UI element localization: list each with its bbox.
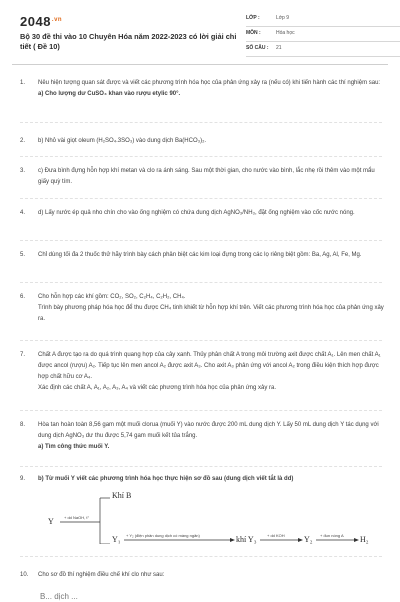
site-logo[interactable]	[20, 14, 62, 29]
question-number: 5.	[20, 252, 26, 258]
arrow-label-electrolysis: + Y₂ (điện phân dung dịch có màng ngăn)	[126, 533, 200, 538]
question-number: 7.	[20, 352, 26, 358]
question-number: 2.	[20, 138, 26, 144]
meta-label: MÔN :	[246, 30, 261, 36]
question-text: Chất A được tạo ra do quá trình quang hợp của cây xanh. Thủy phân chất A trong môi trường axit được chất A₁. Lên men chất A₁ được ancol (rượu) A₂. Tiếp tục lên men ancol A₂ được axit A₃. Cho axit A₃ phản ứng với ancol A₂ trong điều kiện thích hợp được hợp chất hữu cơ A₄.	[38, 352, 381, 380]
question-text: Cho hỗn hợp các khí gồm: CO₂, SO₂, C₂H₄, C₂H₂, CH₄.	[38, 294, 186, 300]
question-divider	[20, 282, 382, 283]
question-subtext: a) Tìm công thức muối Y.	[38, 444, 110, 450]
header-divider	[12, 64, 388, 65]
question-text: Cho sơ đồ thí nghiệm điều chế khí clo như sau:	[38, 572, 165, 578]
meta-value: 21	[276, 45, 282, 51]
meta-value: Hóa học	[276, 30, 295, 36]
question-number: 6.	[20, 294, 26, 300]
meta-row-subject	[246, 27, 400, 42]
question-divider	[20, 198, 382, 199]
species-gas-b: Khí B	[112, 491, 132, 500]
species-y1: Y₁	[112, 535, 121, 544]
arrow-label-naoh: + dd NaOH, t°	[64, 515, 90, 520]
meta-label: LỚP :	[246, 15, 260, 21]
question-divider	[20, 556, 382, 557]
cut-off-text: B... dịch ...	[40, 592, 78, 601]
question-number: 10.	[20, 572, 29, 578]
question-number: 8.	[20, 422, 26, 428]
meta-label: SỐ CÂU :	[246, 45, 269, 51]
arrow-label-heat: + đun nóng A	[320, 533, 344, 538]
question-text: d) Lấy nước ép quả nho chín cho vào ống nghiệm có chứa dung dịch AgNO₃/NH₃, đặt ống nghiệm vào cốc nước nóng.	[38, 210, 355, 216]
question-divider	[20, 466, 382, 467]
question-text: c) Đưa bình đựng hỗn hợp khí metan và clo ra ánh sáng. Sau một thời gian, cho nước vào bình, lắc nhẹ rồi thêm vào một mẩu giấy quỳ tím.	[38, 168, 375, 185]
question-text: Chỉ dùng tối đa 2 thuốc thử hãy trình bày cách phân biệt các kim loại đựng trong các lọ riêng biệt gồm: Ba, Ag, Al, Fe, Mg.	[38, 252, 362, 258]
question-text: b) Từ muối Y viết các phương trình hóa học thực hiện sơ đồ sau (dung dịch viết tắt là dd)	[38, 476, 294, 482]
question-divider	[20, 156, 382, 157]
species-y: Y	[48, 517, 54, 526]
meta-table	[246, 12, 400, 57]
question-text: Hòa tan hoàn toàn 8,56 gam một muối clorua (muối Y) vào nước được 200 mL dung dịch Y. Lấy 50 mL dung dịch Y tác dụng với dung dịch AgNO₃ dư thu được 5,74 gam muối kết tủa trắng.	[38, 422, 379, 439]
question-number: 9.	[20, 476, 26, 482]
logo-suffix: .vn	[51, 16, 63, 23]
question-divider	[20, 340, 382, 341]
logo-text: 2048	[20, 14, 51, 29]
question-number: 3.	[20, 168, 26, 174]
arrow-label-koh: + dd KOH	[267, 533, 285, 538]
meta-row-class	[246, 12, 400, 27]
species-h2: H₂	[360, 535, 369, 544]
question-divider	[20, 122, 382, 123]
question-subtext: a) Cho lượng dư CuSO₄ khan vào rượu etylic 90°.	[38, 91, 181, 97]
question-subtext: Xác định các chất A, A₁, A₂, A₃, A₄ và viết các phương trình hóa học của phản ứng xảy ra.	[38, 385, 277, 391]
question-divider	[20, 410, 382, 411]
species-gas-y3: khí Y₃	[236, 535, 257, 544]
question-text: b) Nhỏ vài giọt oleum (H₂SO₄.3SO₃) vào dung dịch Ba(HCO₃)₂.	[38, 138, 207, 144]
question-subtext: Trình bày phương pháp hóa học để thu được CH₄ tinh khiết từ hỗn hợp khí trên. Viết các phương trình hóa học của phản ứng xảy ra.	[38, 305, 384, 322]
meta-row-count	[246, 42, 400, 57]
reaction-scheme	[20, 488, 382, 544]
meta-value: Lớp 9	[276, 15, 290, 21]
question-number: 1.	[20, 80, 26, 86]
question-number: 4.	[20, 210, 26, 216]
question-text: Nêu hiện tượng quan sát được và viết các phương trình hóa học của phản ứng xảy ra (nếu có) khi tiến hành các thí nghiệm sau:	[38, 80, 381, 86]
page-title: Bộ 30 đề thi vào 10 Chuyên Hóa năm 2022-2023 có lời giải chi tiết ( Đề 10)	[20, 32, 237, 51]
document-header	[20, 12, 382, 58]
question-divider	[20, 240, 382, 241]
species-y2: Y₂	[304, 535, 313, 544]
